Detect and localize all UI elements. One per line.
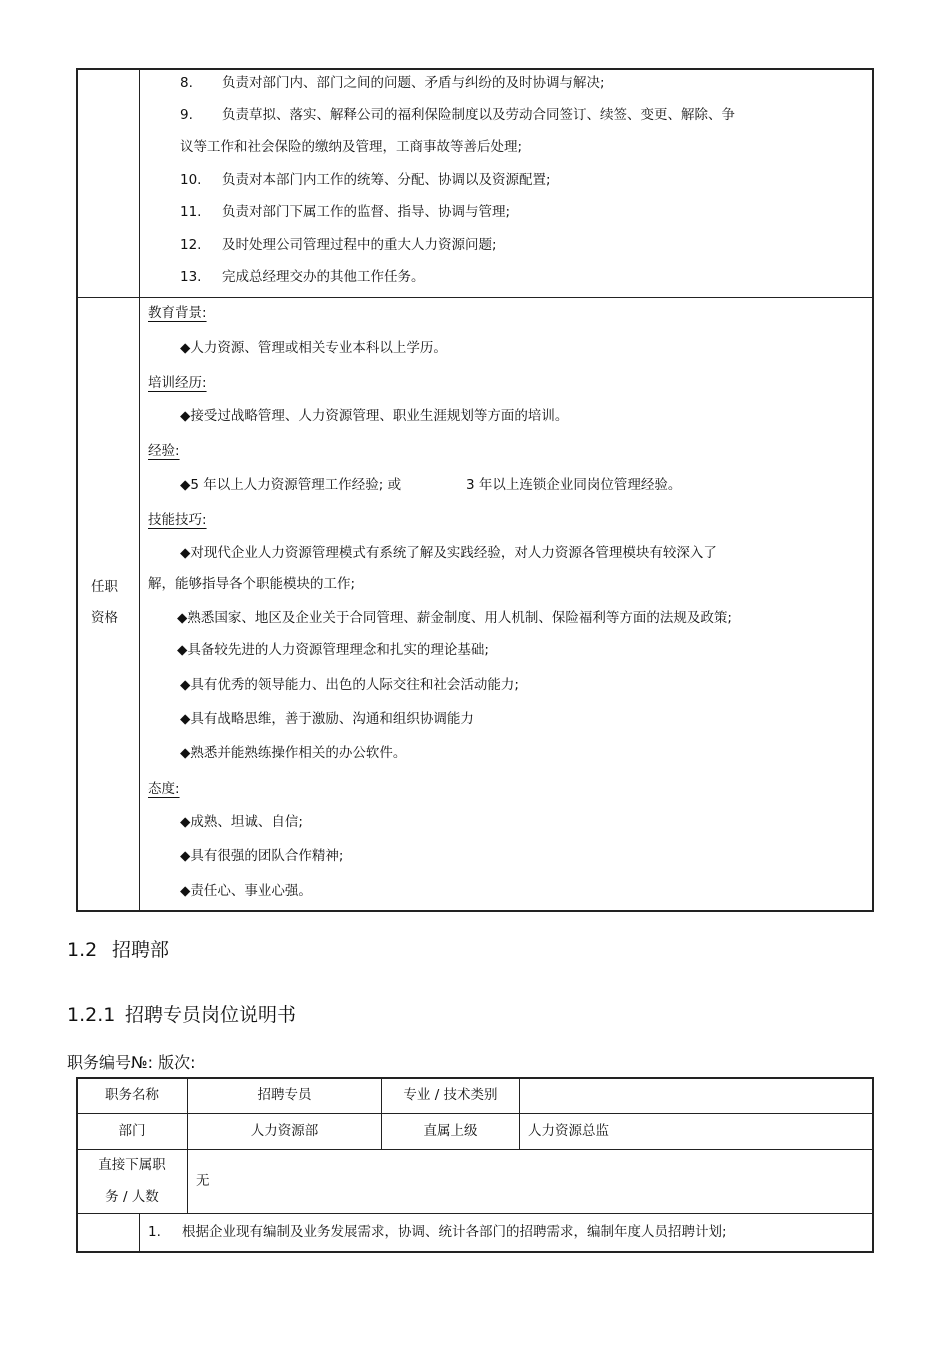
section-heading-title: 招聘部	[112, 939, 170, 961]
skills-item: ◆熟悉并能熟练操作相关的办公软件。	[180, 745, 407, 761]
duty-text: 负责对部门内、部门之间的问题、矛盾与纠纷的及时协调与解决;	[222, 75, 605, 91]
table-column-divider	[139, 1213, 140, 1252]
table-row-divider	[77, 1113, 873, 1114]
duty-text: 完成总经理交办的其他工作任务。	[222, 269, 425, 285]
subordinates-label: 直接下属职	[98, 1157, 166, 1173]
duty-text: 根据企业现有编制及业务发展需求，协调、统计各部门的招聘需求，编制年度人员招聘计划;	[182, 1224, 727, 1240]
education-item: ◆人力资源、管理或相关专业本科以上学历。	[180, 340, 447, 356]
subsection-heading-number: 1.2.1	[67, 1004, 116, 1026]
table-row-divider	[77, 1213, 873, 1214]
table-column-divider	[519, 1078, 520, 1149]
supervisor-label: 直属上级	[423, 1123, 478, 1139]
attitude-item: ◆成熟、坦诚、自信;	[180, 814, 303, 830]
table-row-divider	[77, 297, 873, 298]
skills-item: ◆具有战略思维，善于激励、沟通和组织协调能力	[180, 711, 474, 727]
duty-number: 13.	[180, 269, 202, 285]
category-label: 专业 / 技术类别	[403, 1087, 498, 1103]
duty-text: 及时处理公司管理过程中的重大人力资源问题;	[222, 237, 497, 253]
skills-heading: 技能技巧:	[148, 512, 207, 528]
duty-text-continued: 议等工作和社会保险的缴纳及管理，工商事故等善后处理;	[180, 139, 523, 155]
duty-text: 负责草拟、落实、解释公司的福利保险制度以及劳动合同签订、续签、变更、解除、争	[222, 107, 735, 123]
duty-number: 9.	[180, 107, 193, 123]
experience-item: 3 年以上连锁企业同岗位管理经验。	[466, 477, 682, 493]
duty-text: 负责对本部门内工作的统筹、分配、协调以及资源配置;	[222, 172, 551, 188]
duty-text: 负责对部门下属工作的监督、指导、协调与管理;	[222, 204, 511, 220]
skills-item: ◆熟悉国家、地区及企业关于合同管理、薪金制度、用人机制、保险福利等方面的法规及政策;	[177, 610, 732, 626]
duty-number: 12.	[180, 237, 202, 253]
skills-item: ◆对现代企业人力资源管理模式有系统了解及实践经验，对人力资源各管理模块有较深入了	[180, 545, 717, 561]
subsection-heading-title: 招聘专员岗位说明书	[125, 1004, 297, 1026]
qualification-label: 任职	[91, 579, 118, 595]
table-row-divider	[77, 1149, 873, 1150]
department-label: 部门	[118, 1123, 146, 1139]
attitude-heading: 态度:	[148, 781, 180, 797]
duty-number: 1.	[148, 1224, 161, 1240]
skills-item: ◆具有优秀的领导能力、出色的人际交往和社会活动能力;	[180, 677, 519, 693]
job-title-label: 职务名称	[105, 1087, 159, 1103]
education-heading: 教育背景:	[148, 305, 207, 321]
skills-item: 解，能够指导各个职能模块的工作;	[148, 576, 356, 592]
table-column-divider	[139, 69, 140, 911]
attitude-item: ◆具有很强的团队合作精神;	[180, 848, 344, 864]
attitude-item: ◆责任心、事业心强。	[180, 883, 312, 899]
section-heading-number: 1.2	[67, 939, 98, 961]
training-heading: 培训经历:	[148, 375, 207, 391]
job-code-line: 职务编号№: 版次:	[67, 1053, 196, 1072]
department-value: 人力资源部	[250, 1123, 319, 1139]
skills-item: ◆具备较先进的人力资源管理理念和扎实的理论基础;	[177, 642, 489, 658]
training-item: ◆接受过战略管理、人力资源管理、职业生涯规划等方面的培训。	[180, 408, 569, 424]
subordinates-value: 无	[196, 1173, 210, 1189]
subordinates-label: 务 / 人数	[105, 1189, 159, 1205]
qualification-label: 资格	[91, 610, 118, 626]
experience-heading: 经验:	[148, 443, 180, 459]
duty-number: 11.	[180, 204, 202, 220]
job-title-value: 招聘专员	[257, 1087, 312, 1103]
experience-item: ◆5 年以上人力资源管理工作经验; 或	[180, 477, 402, 493]
supervisor-value: 人力资源总监	[528, 1123, 609, 1139]
duty-number: 8.	[180, 75, 193, 91]
duty-number: 10.	[180, 172, 202, 188]
